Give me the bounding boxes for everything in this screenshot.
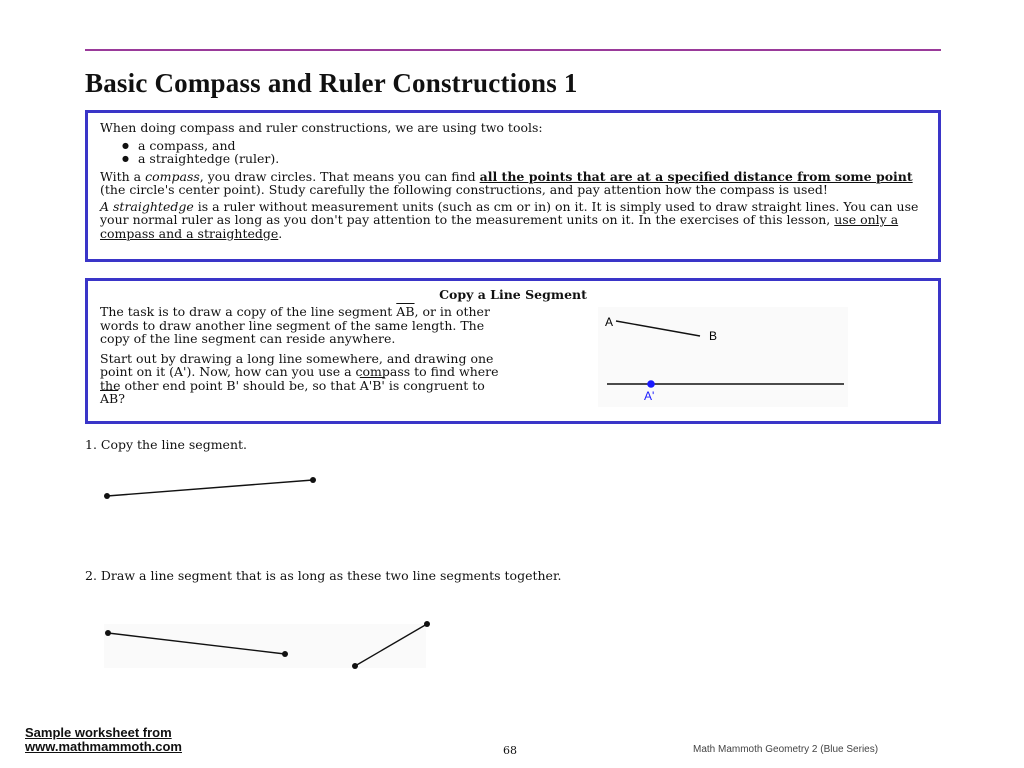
question-1-figure [95,470,325,510]
segment-label: A'B' [359,377,385,393]
question-2: 2. Draw a line segment that is as long as these two line segments together. [85,568,562,583]
page-number: 68 [503,744,517,757]
question-2-figure [100,618,440,673]
tools-list [100,139,926,166]
label-b: B [709,329,718,343]
straightedge-emphasis: use only a compass and a straightedge [100,212,899,241]
endpoint [104,493,110,499]
top-divider [85,49,941,51]
straightedge-term: A straightedge [100,198,194,214]
segment-label: $\overline{AB}$ [396,304,415,319]
point-a-prime [647,380,655,388]
intro-lead: When doing compass and ruler constructions, we are using two tools: [100,120,543,135]
page-title: Basic Compass and Ruler Constructions 1 [85,68,578,98]
compass-emphasis: all the points that are at a specified distance from some point [479,168,913,184]
text-span: ? [118,391,125,406]
text-span: , or in other words to draw another line segment of the same length. The copy of the line segment can reside anywhere. [100,304,490,346]
copy-paragraph-1 [100,305,500,346]
list-item: ● a compass, and [138,139,926,153]
endpoint [282,651,288,657]
label-a-prime: A' [644,389,655,403]
text-span: is a ruler without measurement units (such as cm or in) on it. It is simply used to draw straight lines. You can use your normal ruler as long as you don't pay attention to the measurement units on it. In the exercises of this lesson, [100,198,919,227]
endpoint [352,663,358,669]
straightedge-paragraph [100,200,926,241]
copy-paragraph-2 [100,352,500,406]
text-span: Start out by drawing a long line somewhere, and drawing one point on it (A'). Now, how can you use a compass to find where the other end point B' should be, so that [100,350,499,393]
series-label: Math Mammoth Geometry 2 (Blue Series) [693,744,879,755]
question-1: 1. Copy the line segment. [85,437,247,452]
figure-background [104,624,426,668]
sample-url[interactable]: www.mathmammoth.com [25,739,182,754]
compass-paragraph [100,170,926,197]
figure-background [598,307,848,407]
endpoint [424,621,430,627]
copy-instructions [100,305,500,409]
copy-segment-figure [598,307,848,407]
segment [107,480,313,496]
text-span: With a [100,168,146,184]
endpoint [310,477,316,483]
text-span: The task is to draw a copy of the line segment [100,304,397,319]
text-span: is congruent to [384,377,485,393]
label-a: A [605,315,614,329]
sample-link[interactable] [25,726,182,754]
text-span: (the circle's center point). Study carefully the following constructions, and pay attention how the compass is used! [100,182,828,197]
list-item: ● a straightedge (ruler). [138,152,926,166]
copy-segment-box [85,278,941,424]
intro-box [85,110,941,262]
text-span: . [278,225,283,241]
sample-line: Sample worksheet from [25,725,172,740]
compass-term: compass [145,168,200,184]
endpoint [105,630,111,636]
copy-heading: Copy a Line Segment [439,287,587,302]
segment-label: $\overline{AB}$ [100,391,119,406]
text-span: , you draw circles. That means you can find [199,168,480,184]
